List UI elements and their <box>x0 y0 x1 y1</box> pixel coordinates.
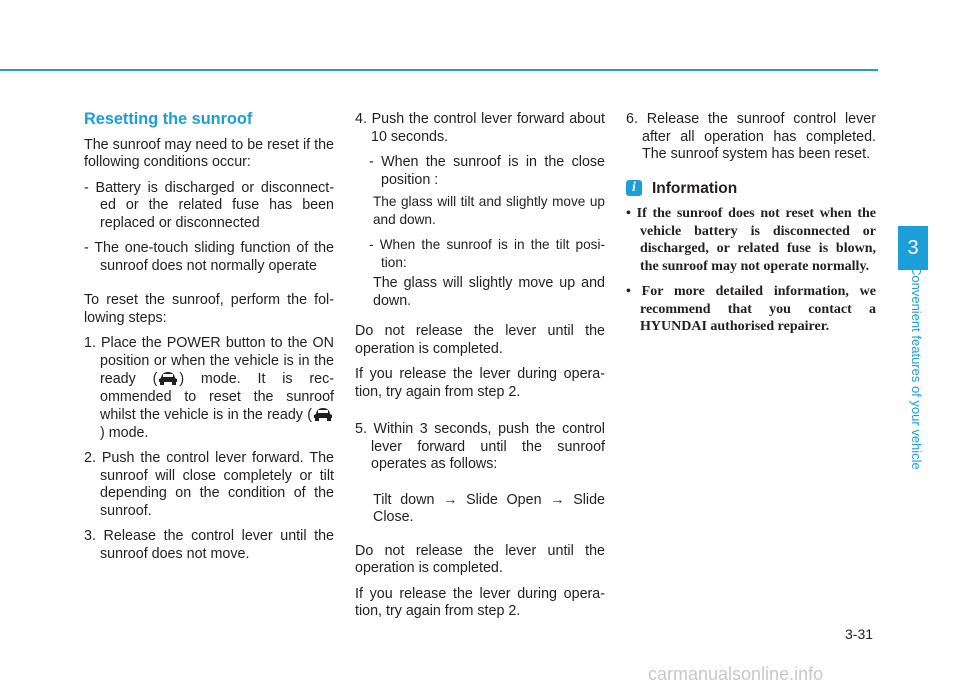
watermark: carmanualsonline.info <box>648 664 824 684</box>
step-3: 3. Release the control lever until the sunroof does not move. <box>84 528 334 562</box>
car-ready-icon <box>157 370 179 386</box>
step-4: 4. Push the control lever forward about 10 seconds. <box>355 111 605 145</box>
steps-intro: To reset the sunroof, perform the fol-lowing steps: <box>84 292 334 326</box>
retry-note: If you release the lever during opera-tion, try again from step 2. <box>355 366 605 400</box>
info-icon: i <box>626 180 642 196</box>
close-position-text: The glass will tilt and slightly move up and down. <box>373 194 605 227</box>
operation-sequence: Tilt down → Slide Open → Slide Close. <box>373 491 605 525</box>
column-3 <box>626 111 876 344</box>
info-bullet: • If the sunroof does not reset when the vehicle battery is disconnected or discharged, or related fuse is blown, the sunroof may not operate normally. <box>626 206 876 274</box>
car-ready-icon <box>312 406 334 422</box>
information-header <box>626 180 876 198</box>
step-6: 6. Release the sunroof control lever after all operation has completed. The sunroof system has been reset. <box>626 111 876 162</box>
step-1-text-b: ) mode. It is rec-ommended to reset the sunroof whilst the vehicle is in the ready ( <box>100 371 334 423</box>
step-1 <box>84 335 334 442</box>
retry-note: If you release the lever during opera-tion, try again from step 2. <box>355 585 605 619</box>
condition-item: - The one-touch sliding function of the sunroof does not normally operate <box>84 240 334 274</box>
dont-release-note: Do not release the lever until the operation is completed. <box>355 542 605 576</box>
condition-item: - Battery is discharged or disconnect-ed or the related fuse has been replaced or disconnected <box>84 179 334 231</box>
close-position-item: - When the sunroof is in the close position : <box>369 154 605 188</box>
step-2: 2. Push the control lever forward. The sunroof will close completely or tilt depending on the condition of the sunroof. <box>84 450 334 519</box>
information-title: Information <box>652 179 738 197</box>
chapter-title: Convenient features of your vehicle <box>909 266 924 470</box>
column-2 <box>355 111 605 629</box>
info-bullet: • For more detailed information, we recommend that you contact a HYUNDAI authorised repairer. <box>626 284 876 334</box>
step-1-text-c: ) mode. <box>100 424 149 441</box>
section-heading: Resetting the sunroof <box>84 110 253 128</box>
tilt-position-text: The glass will slightly move up and down. <box>373 275 605 309</box>
tilt-position-item: - When the sunroof is in the tilt posi-tion: <box>369 237 605 270</box>
header-rule <box>0 69 878 71</box>
step-1-text-a: 1. Place the POWER button to the ON position or when the vehicle is in the ready ( <box>84 335 334 387</box>
dont-release-note: Do not release the lever until the operation is completed. <box>355 323 605 357</box>
intro-text: The sunroof may need to be reset if the following conditions occur: <box>84 136 334 170</box>
column-1 <box>84 111 334 571</box>
page-number: 3-31 <box>845 626 874 642</box>
chapter-tab: 3 <box>898 226 928 270</box>
step-5: 5. Within 3 seconds, push the control lever forward until the sunroof operates as follows: <box>355 421 605 472</box>
